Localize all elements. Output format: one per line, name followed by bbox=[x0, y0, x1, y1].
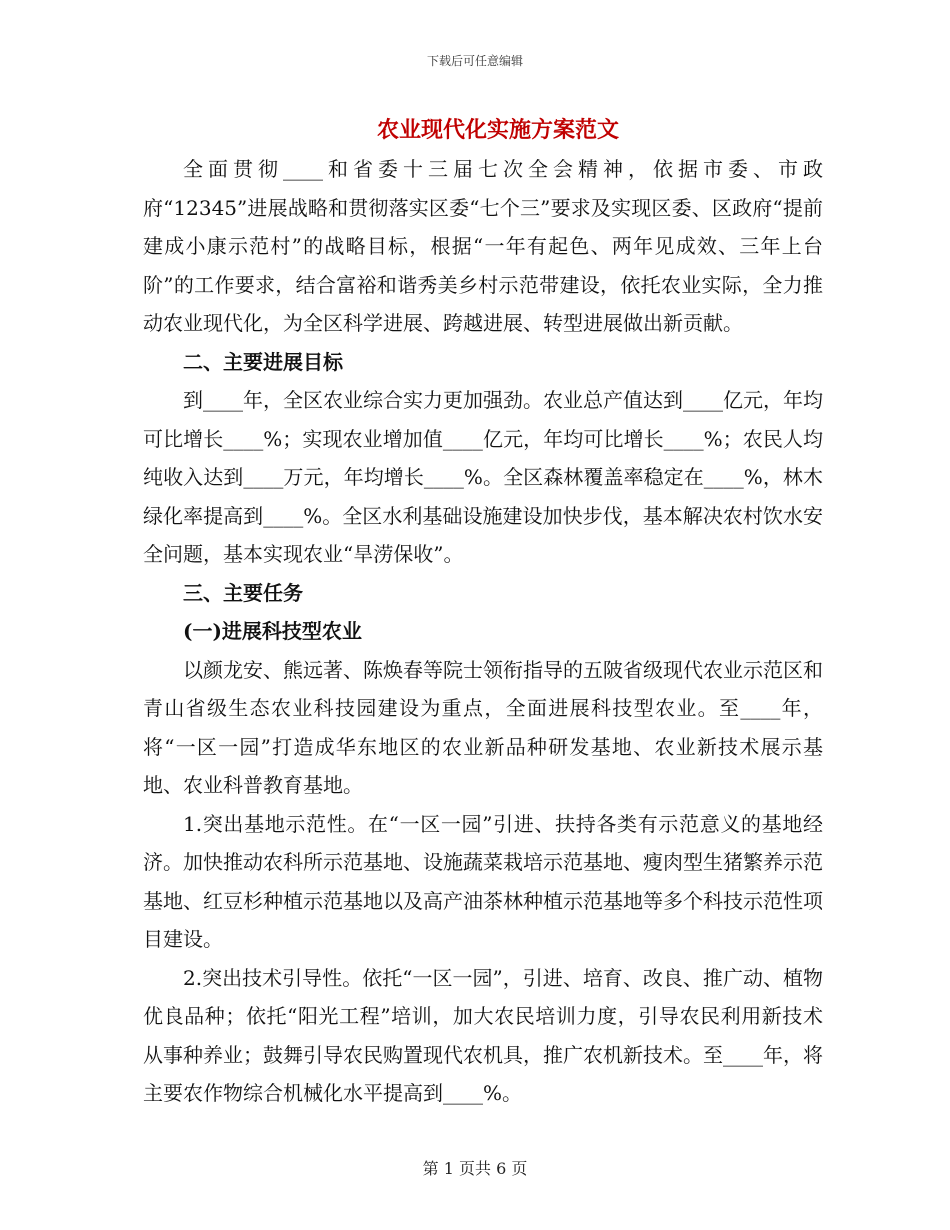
item-technology-guidance: 2.突出技术引导性。依托“一区一园”，引进、培育、改良、推广动、植物优良品种；依托“阳光工程”培训，加大农民培训力度，引导农民利用新技术从事种养业；鼓舞引导农民购置现代农机具，推广农机新技术。至____年，将主要农作物综合机械化水平提高到____%。 bbox=[143, 965, 823, 1105]
section-heading-goals: 二、主要进展目标 bbox=[183, 349, 343, 374]
document-title: 农业现代化实施方案范文 bbox=[376, 117, 619, 143]
item-base-demonstration: 1.突出基地示范性。在“一区一园”引进、扶持各类有示范意义的基地经济。加快推动农科所示范基地、设施蔬菜栽培示范基地、瘦肉型生猪繁养示范基地、红豆杉种植示范基地以及高产油茶林种植示范基地等多个科技示范性项目建设。 bbox=[143, 811, 823, 951]
subsection-heading-tech-agriculture: (一)进展科技型农业 bbox=[183, 619, 362, 643]
page-number: 第 1 页共 6 页 bbox=[422, 1159, 528, 1178]
section-heading-tasks: 三、主要任务 bbox=[183, 580, 303, 605]
tech-agriculture-paragraph: 以颜龙安、熊远著、陈焕春等院士领衔指导的五陂省级现代农业示范区和青山省级生态农业科技园建设为重点，全面进展科技型农业。至____年，将“一区一园”打造成华东地区的农业新品种研发基地、农业新技术展示基地、农业科普教育基地。 bbox=[143, 657, 823, 797]
intro-paragraph: 全面贯彻____和省委十三届七次全会精神，依据市委、市政府“12345”进展战略和贯彻落实区委“七个三”要求及实现区委、区政府“提前建成小康示范村”的战略目标，根据“一年有起色、两年见成效、三年上台阶”的工作要求，结合富裕和谐秀美乡村示范带建设，依托农业实际，全力推动农业现代化，为全区科学进展、跨越进展、转型进展做出新贡献。 bbox=[143, 157, 823, 335]
page-header-note: 下载后可任意编辑 bbox=[426, 54, 523, 68]
goals-paragraph: 到____年，全区农业综合实力更加强劲。农业总产值达到____亿元，年均可比增长____%；实现农业增加值____亿元，年均可比增长____%；农民人均纯收入达到____万元，年均增长____%。全区森林覆盖率稳定在____%，林木绿化率提高到____%。全区水利基础设施建设加快步伐，基本解决农村饮水安全问题，基本实现农业“旱涝保收”。 bbox=[143, 388, 823, 566]
document-body bbox=[143, 112, 823, 1113]
